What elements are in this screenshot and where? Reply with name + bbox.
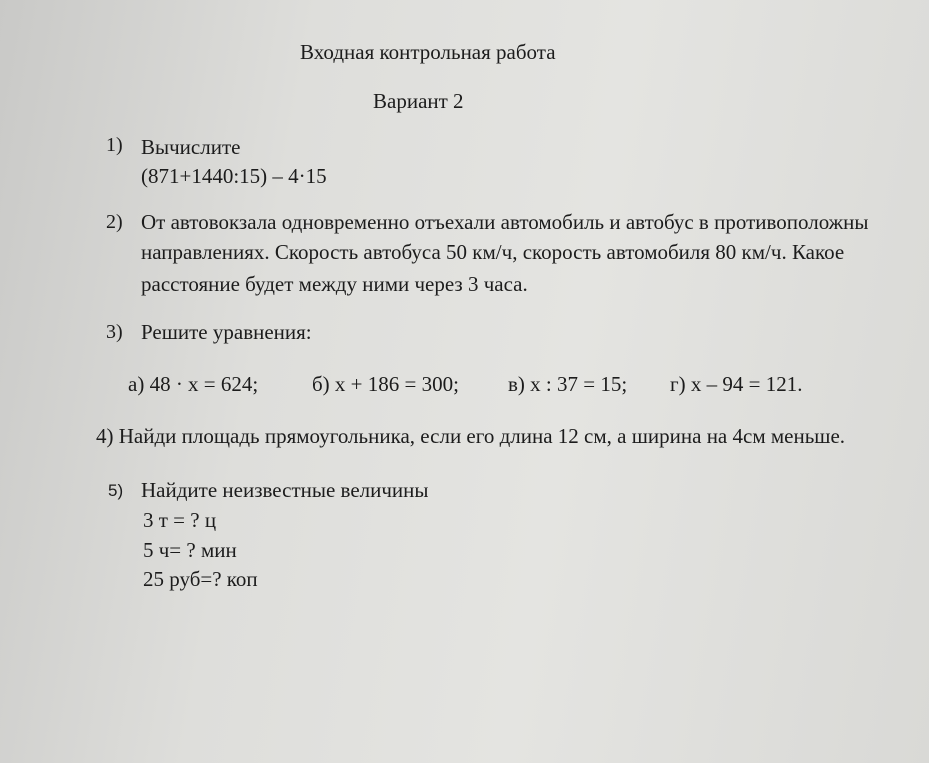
equation-b: б) х + 186 = 300; [312,372,459,396]
task-2-line-3: расстояние будет между ними через 3 часа. [141,272,528,296]
variant-label: Вариант 2 [373,89,464,113]
task-1-expression: (871+1440:15) – 4·15 [141,164,327,188]
task-3-number: 3) [106,321,123,343]
task-2-line-2: направлениях. Скорость автобуса 50 км/ч, скорость автомобиля 80 км/ч. Какое [141,240,845,264]
equation-c: в) х : 37 = 15; [508,372,628,396]
task-5-item-2: 5 ч= ? мин [143,538,237,562]
task-1-heading: Вычислите [141,135,241,159]
worksheet-title: Входная контрольная работа [300,40,556,64]
task-2-number: 2) [106,211,123,233]
equation-d: г) х – 94 = 121. [670,372,803,396]
task-1-number: 1) [106,134,123,156]
task-2-line-1: От автовокзала одновременно отъехали автомобиль и автобус в противоположны [141,210,869,234]
task-5-item-1: 3 т = ? ц [143,508,217,532]
task-5-number: 5) [108,481,124,500]
task-5-heading: Найдите неизвестные величины [141,478,429,502]
task-4-text: 4) Найди площадь прямоугольника, если его длина 12 см, а ширина на 4см меньше. [96,424,846,448]
task-3-heading: Решите уравнения: [141,320,312,344]
equation-a: а) 48 · х = 624; [128,372,259,396]
task-5-item-3: 25 руб=? коп [143,567,258,591]
